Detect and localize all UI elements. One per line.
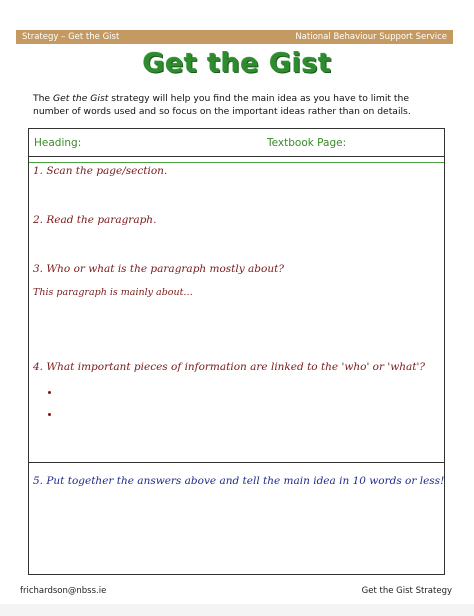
step-3-prompt: This paragraph is mainly about…	[33, 287, 193, 298]
intro-suffix: strategy will help you find the main idea as you have to limit the number of words used and so focus on the important ideas rather than on details.	[33, 93, 411, 117]
bullet-point	[48, 413, 51, 416]
intro-emphasis: Get the Gist	[53, 93, 109, 104]
header-bar	[16, 30, 453, 44]
step-3: 3. Who or what is the paragraph mostly about?	[33, 263, 284, 275]
textbook-page-label: Textbook Page:	[267, 137, 347, 149]
step-2: 2. Read the paragraph.	[33, 214, 157, 226]
footer-email: frichardson@nbss.ie	[20, 586, 107, 596]
footer-title: Get the Gist Strategy	[361, 586, 452, 596]
header-strategy-label: Strategy – Get the Gist	[22, 32, 120, 42]
page-title: Get the Gist	[142, 48, 332, 79]
header-divider	[29, 162, 444, 163]
step-5: 5. Put together the answers above and tell the main idea in 10 words or less!	[33, 475, 445, 487]
step-4: 4. What important pieces of information are linked to the 'who' or 'what'?	[33, 361, 425, 373]
heading-label: Heading:	[34, 137, 82, 149]
bullet-point	[48, 391, 51, 394]
intro-paragraph	[33, 93, 438, 118]
page-bottom-edge	[0, 604, 474, 616]
intro-prefix: The	[33, 93, 54, 104]
worksheet-box	[28, 128, 445, 575]
step-5-box	[29, 462, 444, 575]
header-organisation-label: National Behaviour Support Service	[295, 32, 447, 42]
worksheet-header-row	[29, 129, 444, 157]
step-1: 1. Scan the page/section.	[33, 165, 168, 177]
